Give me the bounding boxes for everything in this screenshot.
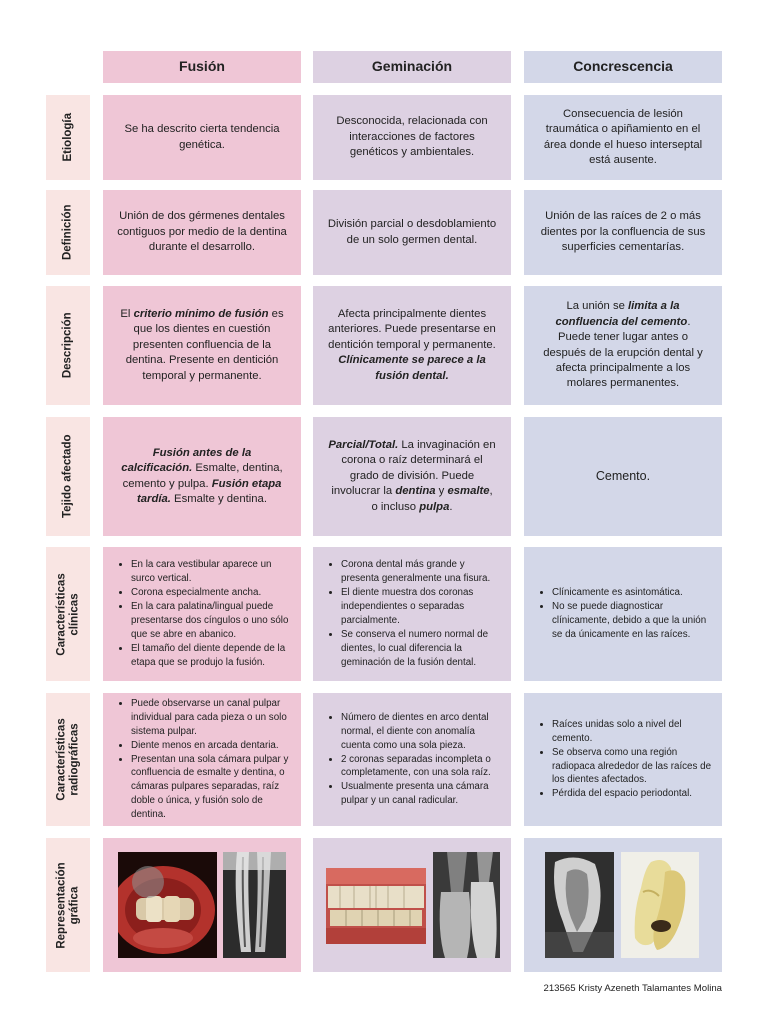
row-label-radiograficas bbox=[46, 693, 90, 826]
radiograficas-concrescencia bbox=[524, 693, 722, 826]
clinicas-fusion-list bbox=[119, 558, 291, 669]
radiograficas-fusion-list bbox=[119, 697, 291, 822]
clinicas-fusion bbox=[103, 547, 301, 681]
list-item: • En la cara vestibular aparece un surco vertical. bbox=[131, 558, 291, 586]
list-item: • Presentan una sola cámara pulpar y confluencia de esmalte y dentina, o cámaras pulpares separadas, raíz doble o única, y fusión solo de dentina. bbox=[131, 753, 291, 823]
clinicas-geminacion-list bbox=[329, 558, 501, 669]
list-item: • Usualmente presenta una cámara pulpar y un canal radicular. bbox=[341, 780, 501, 808]
radiograficas-geminacion bbox=[313, 693, 511, 826]
tejido-geminacion-text: Parcial/Total. La invaginación en corona o raíz determinará el grado de división. Puede involucrar la dentina y esmalte, o incluso pulpa. bbox=[328, 438, 496, 513]
list-item: • Se observa como una región radiopaca alrededor de las raíces de los dientes afectados. bbox=[552, 746, 712, 788]
geminacion-radiograph bbox=[433, 852, 500, 958]
list-item: • Corona especialmente ancha. bbox=[131, 586, 291, 600]
etiologia-concrescencia: Consecuencia de lesión traumática o apiñamiento en el área donde el hueso interseptal está ausente. bbox=[524, 95, 722, 180]
list-item: • Diente menos en arcada dentaria. bbox=[131, 739, 291, 753]
list-item: • El tamaño del diente depende de la etapa que se produjo la fusión. bbox=[131, 642, 291, 670]
fusion-clinical-photo bbox=[118, 852, 217, 958]
list-item: • Corona dental más grande y presenta generalmente una fisura. bbox=[341, 558, 501, 586]
definicion-fusion: Unión de dos gérmenes dentales contiguos por medio de la dentina durante el desarrollo. bbox=[103, 190, 301, 275]
row-label-etiologia-text: Etiología bbox=[61, 113, 74, 162]
descripcion-concrescencia-text: La unión se limita a la confluencia del cemento. Puede tener lugar antes o después de la erupción dental y afecta principalmente a los molares permanentes. bbox=[543, 300, 703, 390]
clinicas-geminacion bbox=[313, 547, 511, 681]
row-label-grafica bbox=[46, 838, 90, 972]
radiograficas-geminacion-list bbox=[329, 711, 501, 808]
row-label-descripcion bbox=[46, 286, 90, 405]
descripcion-geminacion-text: Afecta principalmente dientes anteriores. Puede presentarse en dentición temporal y permanente. Clínicamente se parece a la fusión dental. bbox=[328, 307, 496, 382]
header-geminacion: Geminación bbox=[313, 51, 511, 83]
row-label-tejido-text: Tejido afectado bbox=[61, 434, 74, 519]
radiograficas-concrescencia-list bbox=[540, 718, 712, 801]
clinicas-concrescencia-list bbox=[540, 586, 712, 642]
row-label-definicion-text: Definición bbox=[61, 204, 74, 261]
row-label-clinicas-text: Características clínicas bbox=[55, 572, 81, 656]
concrescencia-specimen-photo bbox=[621, 852, 699, 958]
fusion-radiograph bbox=[223, 852, 286, 958]
list-item: • 2 coronas separadas incompleta o completamente, con una sola raíz. bbox=[341, 753, 501, 781]
clinicas-concrescencia bbox=[524, 547, 722, 681]
descripcion-concrescencia bbox=[524, 286, 722, 405]
list-item: • En la cara palatina/lingual puede presentarse dos cíngulos o uno sólo que se abre en abanico. bbox=[131, 600, 291, 642]
header-fusion: Fusión bbox=[103, 51, 301, 83]
list-item: • Puede observarse un canal pulpar individual para cada pieza o un solo sistema pulpar. bbox=[131, 697, 291, 739]
descripcion-fusion bbox=[103, 286, 301, 405]
row-label-definicion bbox=[46, 190, 90, 275]
row-label-tejido bbox=[46, 417, 90, 536]
etiologia-fusion: Se ha descrito cierta tendencia genética. bbox=[103, 95, 301, 180]
row-label-clinicas bbox=[46, 547, 90, 681]
etiologia-geminacion: Desconocida, relacionada con interacciones de factores genéticos y ambientales. bbox=[313, 95, 511, 180]
list-item: • Clínicamente es asintomática. bbox=[552, 586, 712, 600]
definicion-geminacion: División parcial o desdoblamiento de un solo germen dental. bbox=[313, 190, 511, 275]
descripcion-fusion-text: El criterio mínimo de fusión es que los dientes en cuestión presenten confluencia de la dentina. Presente en dentición temporal y permanente. bbox=[120, 307, 284, 382]
header-concrescencia: Concrescencia bbox=[524, 51, 722, 83]
definicion-concrescencia: Unión de las raíces de 2 o más dientes por la confluencia de sus superficies cementarías. bbox=[524, 190, 722, 275]
tejido-concrescencia: Cemento. bbox=[524, 417, 722, 536]
geminacion-clinical-photo bbox=[326, 868, 426, 944]
row-label-radiograficas-text: Características radiográficas bbox=[55, 718, 81, 801]
tejido-geminacion bbox=[313, 417, 511, 536]
tejido-fusion-text: Fusión antes de la calcificación. Esmalte, dentina, cemento y pulpa. Fusión etapa tardía. Esmalte y dentina. bbox=[121, 446, 283, 505]
row-label-descripcion-text: Descripción bbox=[61, 312, 74, 379]
row-label-etiologia bbox=[46, 95, 90, 180]
list-item: • El diente muestra dos coronas independientes o separadas parcialmente. bbox=[341, 586, 501, 628]
list-item: • Número de dientes en arco dental normal, el diente con anomalía cuenta como una sola pieza. bbox=[341, 711, 501, 753]
concrescencia-radiograph bbox=[545, 852, 614, 958]
footer-author: 213565 Kristy Azeneth Talamantes Molina bbox=[543, 983, 722, 994]
list-item: • Se conserva el numero normal de dientes, lo cual diferencia la geminación de la fusión dental. bbox=[341, 628, 501, 670]
radiograficas-fusion bbox=[103, 693, 301, 826]
descripcion-geminacion bbox=[313, 286, 511, 405]
list-item: • Raíces unidas solo a nivel del cemento. bbox=[552, 718, 712, 746]
list-item: • No se puede diagnosticar clínicamente, debido a que la unión se da únicamente en las raíces. bbox=[552, 600, 712, 642]
tejido-fusion bbox=[103, 417, 301, 536]
list-item: • Pérdida del espacio periodontal. bbox=[552, 787, 712, 801]
row-label-grafica-text: Representación gráfica bbox=[55, 861, 80, 949]
